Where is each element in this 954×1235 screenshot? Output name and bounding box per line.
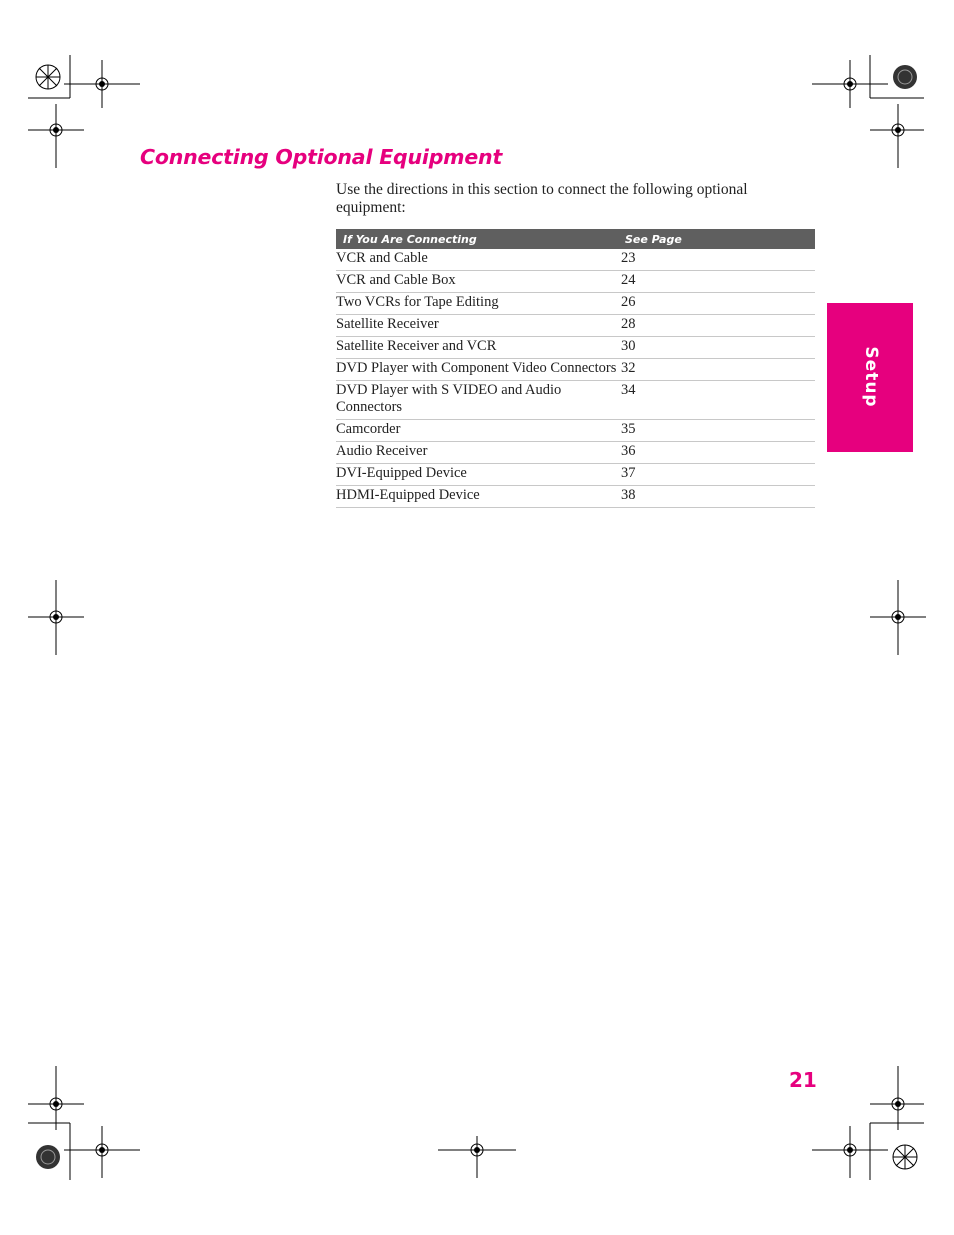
equipment-cell: DVD Player with Component Video Connectors bbox=[336, 359, 620, 381]
page-cell: 34 bbox=[620, 381, 815, 420]
intro-paragraph: Use the directions in this section to connect the following optional equipment: bbox=[336, 181, 748, 216]
page-cell: 30 bbox=[620, 337, 815, 359]
equipment-cell: Satellite Receiver and VCR bbox=[336, 337, 620, 359]
top-left-registration-marks bbox=[0, 0, 160, 175]
equipment-cell: HDMI-Equipped Device bbox=[336, 486, 620, 508]
section-tab-label: Setup bbox=[861, 346, 881, 408]
crosshair-icon bbox=[28, 580, 88, 656]
table-row bbox=[336, 249, 815, 271]
equipment-cell: Camcorder bbox=[336, 420, 620, 442]
table-row bbox=[336, 293, 815, 315]
table-row bbox=[336, 486, 815, 508]
table-row bbox=[336, 442, 815, 464]
column-header-connecting: If You Are Connecting bbox=[336, 229, 620, 249]
page-cell: 28 bbox=[620, 315, 815, 337]
page-cell: 24 bbox=[620, 271, 815, 293]
page-number: 21 bbox=[789, 1068, 817, 1092]
connections-table bbox=[336, 229, 815, 508]
equipment-cell: Audio Receiver bbox=[336, 442, 620, 464]
top-right-registration-marks bbox=[800, 0, 954, 175]
equipment-cell: Two VCRs for Tape Editing bbox=[336, 293, 620, 315]
table-row bbox=[336, 359, 815, 381]
bottom-right-registration-marks bbox=[800, 1060, 954, 1235]
table-row bbox=[336, 464, 815, 486]
bottom-left-registration-marks bbox=[0, 1060, 160, 1235]
crop-marks-icon bbox=[800, 0, 954, 175]
table-row bbox=[336, 271, 815, 293]
page-cell: 36 bbox=[620, 442, 815, 464]
page-title: Connecting Optional Equipment bbox=[140, 145, 503, 169]
page-cell: 32 bbox=[620, 359, 815, 381]
page-cell: 26 bbox=[620, 293, 815, 315]
crosshair-icon bbox=[438, 1136, 516, 1182]
table-row bbox=[336, 420, 815, 442]
table-row bbox=[336, 315, 815, 337]
page-cell: 23 bbox=[620, 249, 815, 271]
crop-marks-icon bbox=[0, 0, 160, 175]
equipment-cell: VCR and Cable bbox=[336, 249, 620, 271]
equipment-cell: DVI-Equipped Device bbox=[336, 464, 620, 486]
table-row bbox=[336, 337, 815, 359]
table-header-row bbox=[336, 229, 815, 249]
page-cell: 37 bbox=[620, 464, 815, 486]
page-cell: 38 bbox=[620, 486, 815, 508]
equipment-cell: VCR and Cable Box bbox=[336, 271, 620, 293]
bottom-center-registration-mark bbox=[438, 1136, 516, 1182]
mid-right-registration-mark bbox=[870, 580, 930, 656]
section-tab bbox=[827, 303, 913, 452]
column-header-see-page: See Page bbox=[620, 229, 815, 249]
table-row bbox=[336, 381, 815, 420]
crop-marks-icon bbox=[800, 1060, 954, 1235]
mid-left-registration-mark bbox=[28, 580, 88, 656]
crosshair-icon bbox=[870, 580, 930, 656]
page-cell: 35 bbox=[620, 420, 815, 442]
crop-marks-icon bbox=[0, 1060, 160, 1235]
equipment-cell: DVD Player with S VIDEO and Audio Connectors bbox=[336, 381, 620, 420]
equipment-cell: Satellite Receiver bbox=[336, 315, 620, 337]
